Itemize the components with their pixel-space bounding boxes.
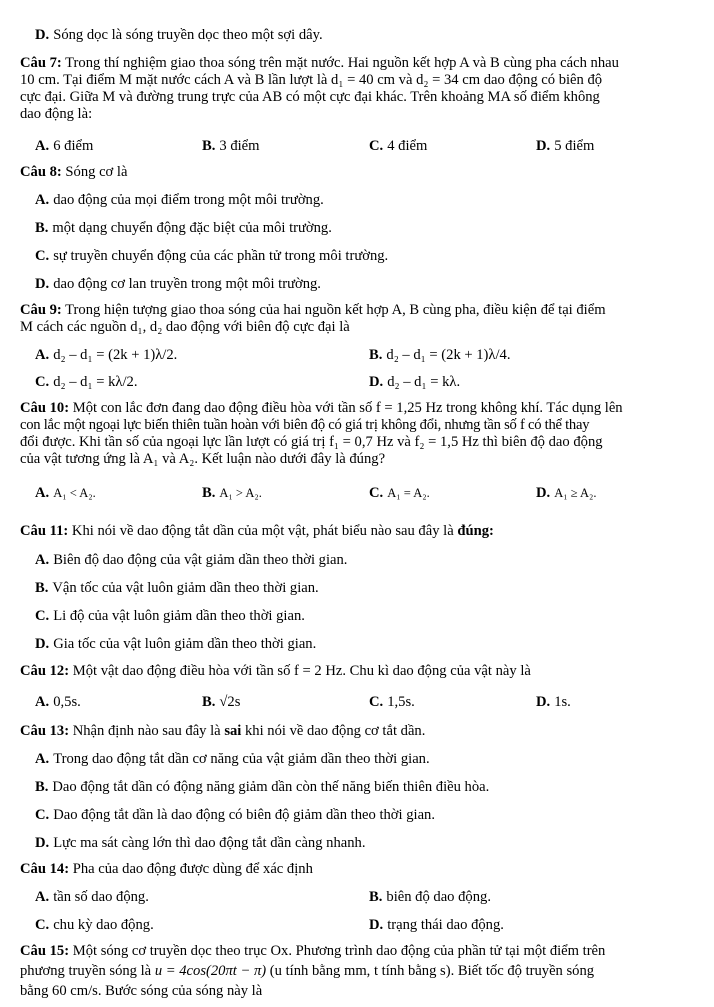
- q13-option-b: B. Dao động tắt dần có động năng giảm dần còn thế năng biến thiên điều hòa.: [35, 779, 490, 795]
- q15-equation: u = 4cos(20πt − π): [154, 963, 267, 979]
- q9-number: Câu 9:: [20, 302, 62, 318]
- q8-option-a: A. dao động của mọi điểm trong một môi trường.: [35, 192, 324, 208]
- q13-option-a: A. Trong dao động tắt dần cơ năng của vật giảm dần theo thời gian.: [35, 751, 430, 767]
- q7-line2: 10 cm. Tại điểm M mặt nước cách A và B lần lượt là d₁ = 40 cm và d₂ = 34 cm dao động có biên độ: [20, 72, 603, 88]
- q10-line3: đổi được. Khi tần số của ngoại lực lần lượt có giá trị f₁ = 0,7 Hz và f₂ = 1,5 Hz thì biên độ dao động: [20, 434, 603, 450]
- q7-option-c: C. 4 điểm: [369, 138, 428, 154]
- q14-option-d: D. trạng thái dao động.: [369, 917, 504, 933]
- q10-line2: con lắc một ngoại lực biến thiên tuần hoàn với biên độ có giá trị không đổi, nhưng tần số f có thể thay: [20, 417, 590, 433]
- q15-line3: bằng 60 cm/s. Bước sóng của sóng này là: [20, 983, 263, 999]
- q7-line3: cực đại. Giữa M và đường trung trực của AB có một cực đại khác. Trên khoảng MA số điểm không: [20, 89, 600, 105]
- q13-emphasis: sai: [224, 723, 242, 739]
- q15-line2: phương truyền sóng là u = 4cos(20πt − π) (u tính bằng mm, t tính bằng s). Biết tốc độ truyền sóng: [20, 963, 595, 979]
- q11-option-a: A. Biên độ dao động của vật giảm dần theo thời gian.: [35, 552, 348, 568]
- q13-stem: Câu 13: Nhận định nào sau đây là sai khi nói về dao động cơ tắt dần.: [20, 723, 426, 739]
- q13-number: Câu 13:: [20, 723, 70, 739]
- q8-stem: Câu 8: Sóng cơ là: [20, 164, 128, 180]
- q8-option-d: D. dao động cơ lan truyền trong một môi trường.: [35, 276, 321, 292]
- q9-line2: M cách các nguồn d₁, d₂ dao động với biên độ cực đại là: [20, 319, 350, 335]
- q11-option-b: B. Vận tốc của vật luôn giảm dần theo thời gian.: [35, 580, 319, 596]
- q14-option-a: A. tần số dao động.: [35, 889, 149, 905]
- q8-option-b: B. một dạng chuyển động đặc biệt của môi trường.: [35, 220, 332, 236]
- q10-line1: Câu 10: Một con lắc đơn đang dao động điều hòa với tần số f = 1,25 Hz trong không khí. Tác dụng lên: [20, 400, 623, 416]
- q7-option-d: D. 5 điểm: [536, 138, 595, 154]
- q11-option-d: D. Gia tốc của vật luôn giảm dần theo thời gian.: [35, 636, 317, 652]
- q7-number: Câu 7:: [20, 55, 62, 71]
- q15-number: Câu 15:: [20, 943, 70, 959]
- q14-number: Câu 14:: [20, 861, 70, 877]
- q7-option-b: B. 3 điểm: [202, 138, 260, 154]
- q11-stem: Câu 11: Khi nói về dao động tắt dần của một vật, phát biểu nào sau đây là đúng:: [20, 523, 494, 539]
- q10-line4: của vật tương ứng là A₁ và A₂. Kết luận nào dưới đây là đúng?: [20, 451, 386, 467]
- q8-number: Câu 8:: [20, 164, 62, 180]
- q8-option-c: C. sự truyền chuyển động của các phần tử trong môi trường.: [35, 248, 389, 264]
- q10-option-c: C. A₁ = A₂.: [369, 485, 430, 501]
- q12-option-a: A. 0,5s.: [35, 694, 81, 710]
- prev-option-d: D. Sóng dọc là sóng truyền dọc theo một sợi dây.: [35, 27, 323, 43]
- q14-option-c: C. chu kỳ dao động.: [35, 917, 154, 933]
- q12-option-d: D. 1s.: [536, 694, 571, 710]
- q9-line1: Câu 9: Trong hiện tượng giao thoa sóng của hai nguồn kết hợp A, B cùng pha, điều kiện để tại điểm: [20, 302, 606, 318]
- q15-line1: Câu 15: Một sóng cơ truyền dọc theo trục Ox. Phương trình dao động của phần tử tại một điểm trên: [20, 943, 606, 959]
- q14-option-b: B. biên độ dao động.: [369, 889, 491, 905]
- q9-option-b: B. d₂ – d₁ = (2k + 1)λ/4.: [369, 347, 511, 363]
- q11-number: Câu 11:: [20, 523, 69, 539]
- q13-option-c: C. Dao động tắt dần là dao động có biên độ giảm dần theo thời gian.: [35, 807, 435, 823]
- q7-option-a: A. 6 điểm: [35, 138, 94, 154]
- q11-option-c: C. Li độ của vật luôn giảm dần theo thời gian.: [35, 608, 305, 624]
- q10-option-b: B. A₁ > A₂.: [202, 485, 262, 501]
- q14-stem: Câu 14: Pha của dao động được dùng để xác định: [20, 861, 313, 877]
- q10-option-d: D. A₁ ≥ A₂.: [536, 485, 597, 501]
- q9-option-c: C. d₂ – d₁ = kλ/2.: [35, 374, 138, 390]
- q7-line1: Câu 7: Trong thí nghiệm giao thoa sóng trên mặt nước. Hai nguồn kết hợp A và B cùng pha cách nhau: [20, 55, 619, 71]
- q12-stem: Câu 12: Một vật dao động điều hòa với tần số f = 2 Hz. Chu kì dao động của vật này là: [20, 663, 531, 679]
- q13-option-d: D. Lực ma sát càng lớn thì dao động tắt dần càng nhanh.: [35, 835, 366, 851]
- q9-option-d: D. d₂ – d₁ = kλ.: [369, 374, 461, 390]
- q12-number: Câu 12:: [20, 663, 70, 679]
- q12-option-b: B. √2s: [202, 694, 241, 710]
- q12-option-c: C. 1,5s.: [369, 694, 415, 710]
- q7-line4: dao động là:: [20, 106, 93, 122]
- q10-option-a: A. A₁ < A₂.: [35, 485, 96, 501]
- q9-option-a: A. d₂ – d₁ = (2k + 1)λ/2.: [35, 347, 178, 363]
- q10-number: Câu 10:: [20, 400, 70, 416]
- q11-emphasis: đúng:: [457, 523, 494, 539]
